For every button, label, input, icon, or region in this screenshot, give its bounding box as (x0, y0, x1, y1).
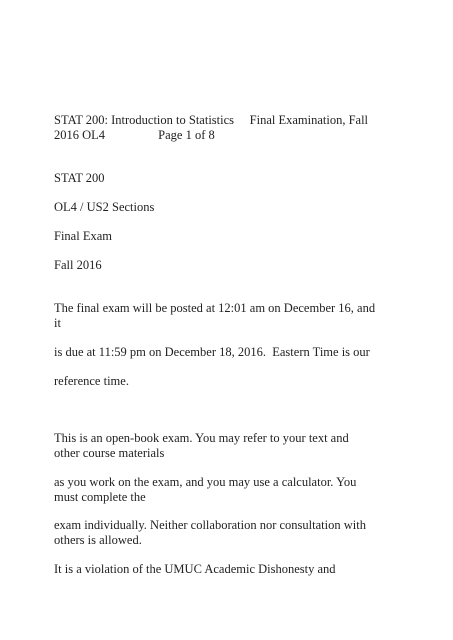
header-line-2: 2016 OL4 Page 1 of 8 (54, 128, 215, 142)
paragraph-line: The final exam will be posted at 12:01 am on December 16, and (54, 301, 376, 315)
paragraph-line: It is a violation of the UMUC Academic Dishonesty and (54, 562, 336, 576)
course-sections: OL4 / US2 Sections (54, 200, 155, 214)
paragraph-line: as you work on the exam, and you may use a calculator. You (54, 475, 357, 489)
exam-name: Final Exam (54, 229, 112, 243)
course-code: STAT 200 (54, 171, 105, 185)
paragraph-line: must complete the (54, 490, 146, 504)
paragraph-line: This is an open-book exam. You may refer to your text and (54, 431, 349, 445)
paragraph-line: exam individually. Neither collaboration nor consultation with (54, 518, 366, 532)
paragraph-line: is due at 11:59 pm on December 18, 2016. Eastern Time is our (54, 345, 370, 359)
header-line-1: STAT 200: Introduction to Statistics Final Examination, Fall (54, 113, 369, 127)
paragraph-line: others is allowed. (54, 533, 142, 547)
paragraph-line: reference time. (54, 374, 129, 388)
paragraph-line: other course materials (54, 446, 165, 460)
paragraph-line: it (54, 316, 61, 330)
exam-term: Fall 2016 (54, 258, 102, 272)
